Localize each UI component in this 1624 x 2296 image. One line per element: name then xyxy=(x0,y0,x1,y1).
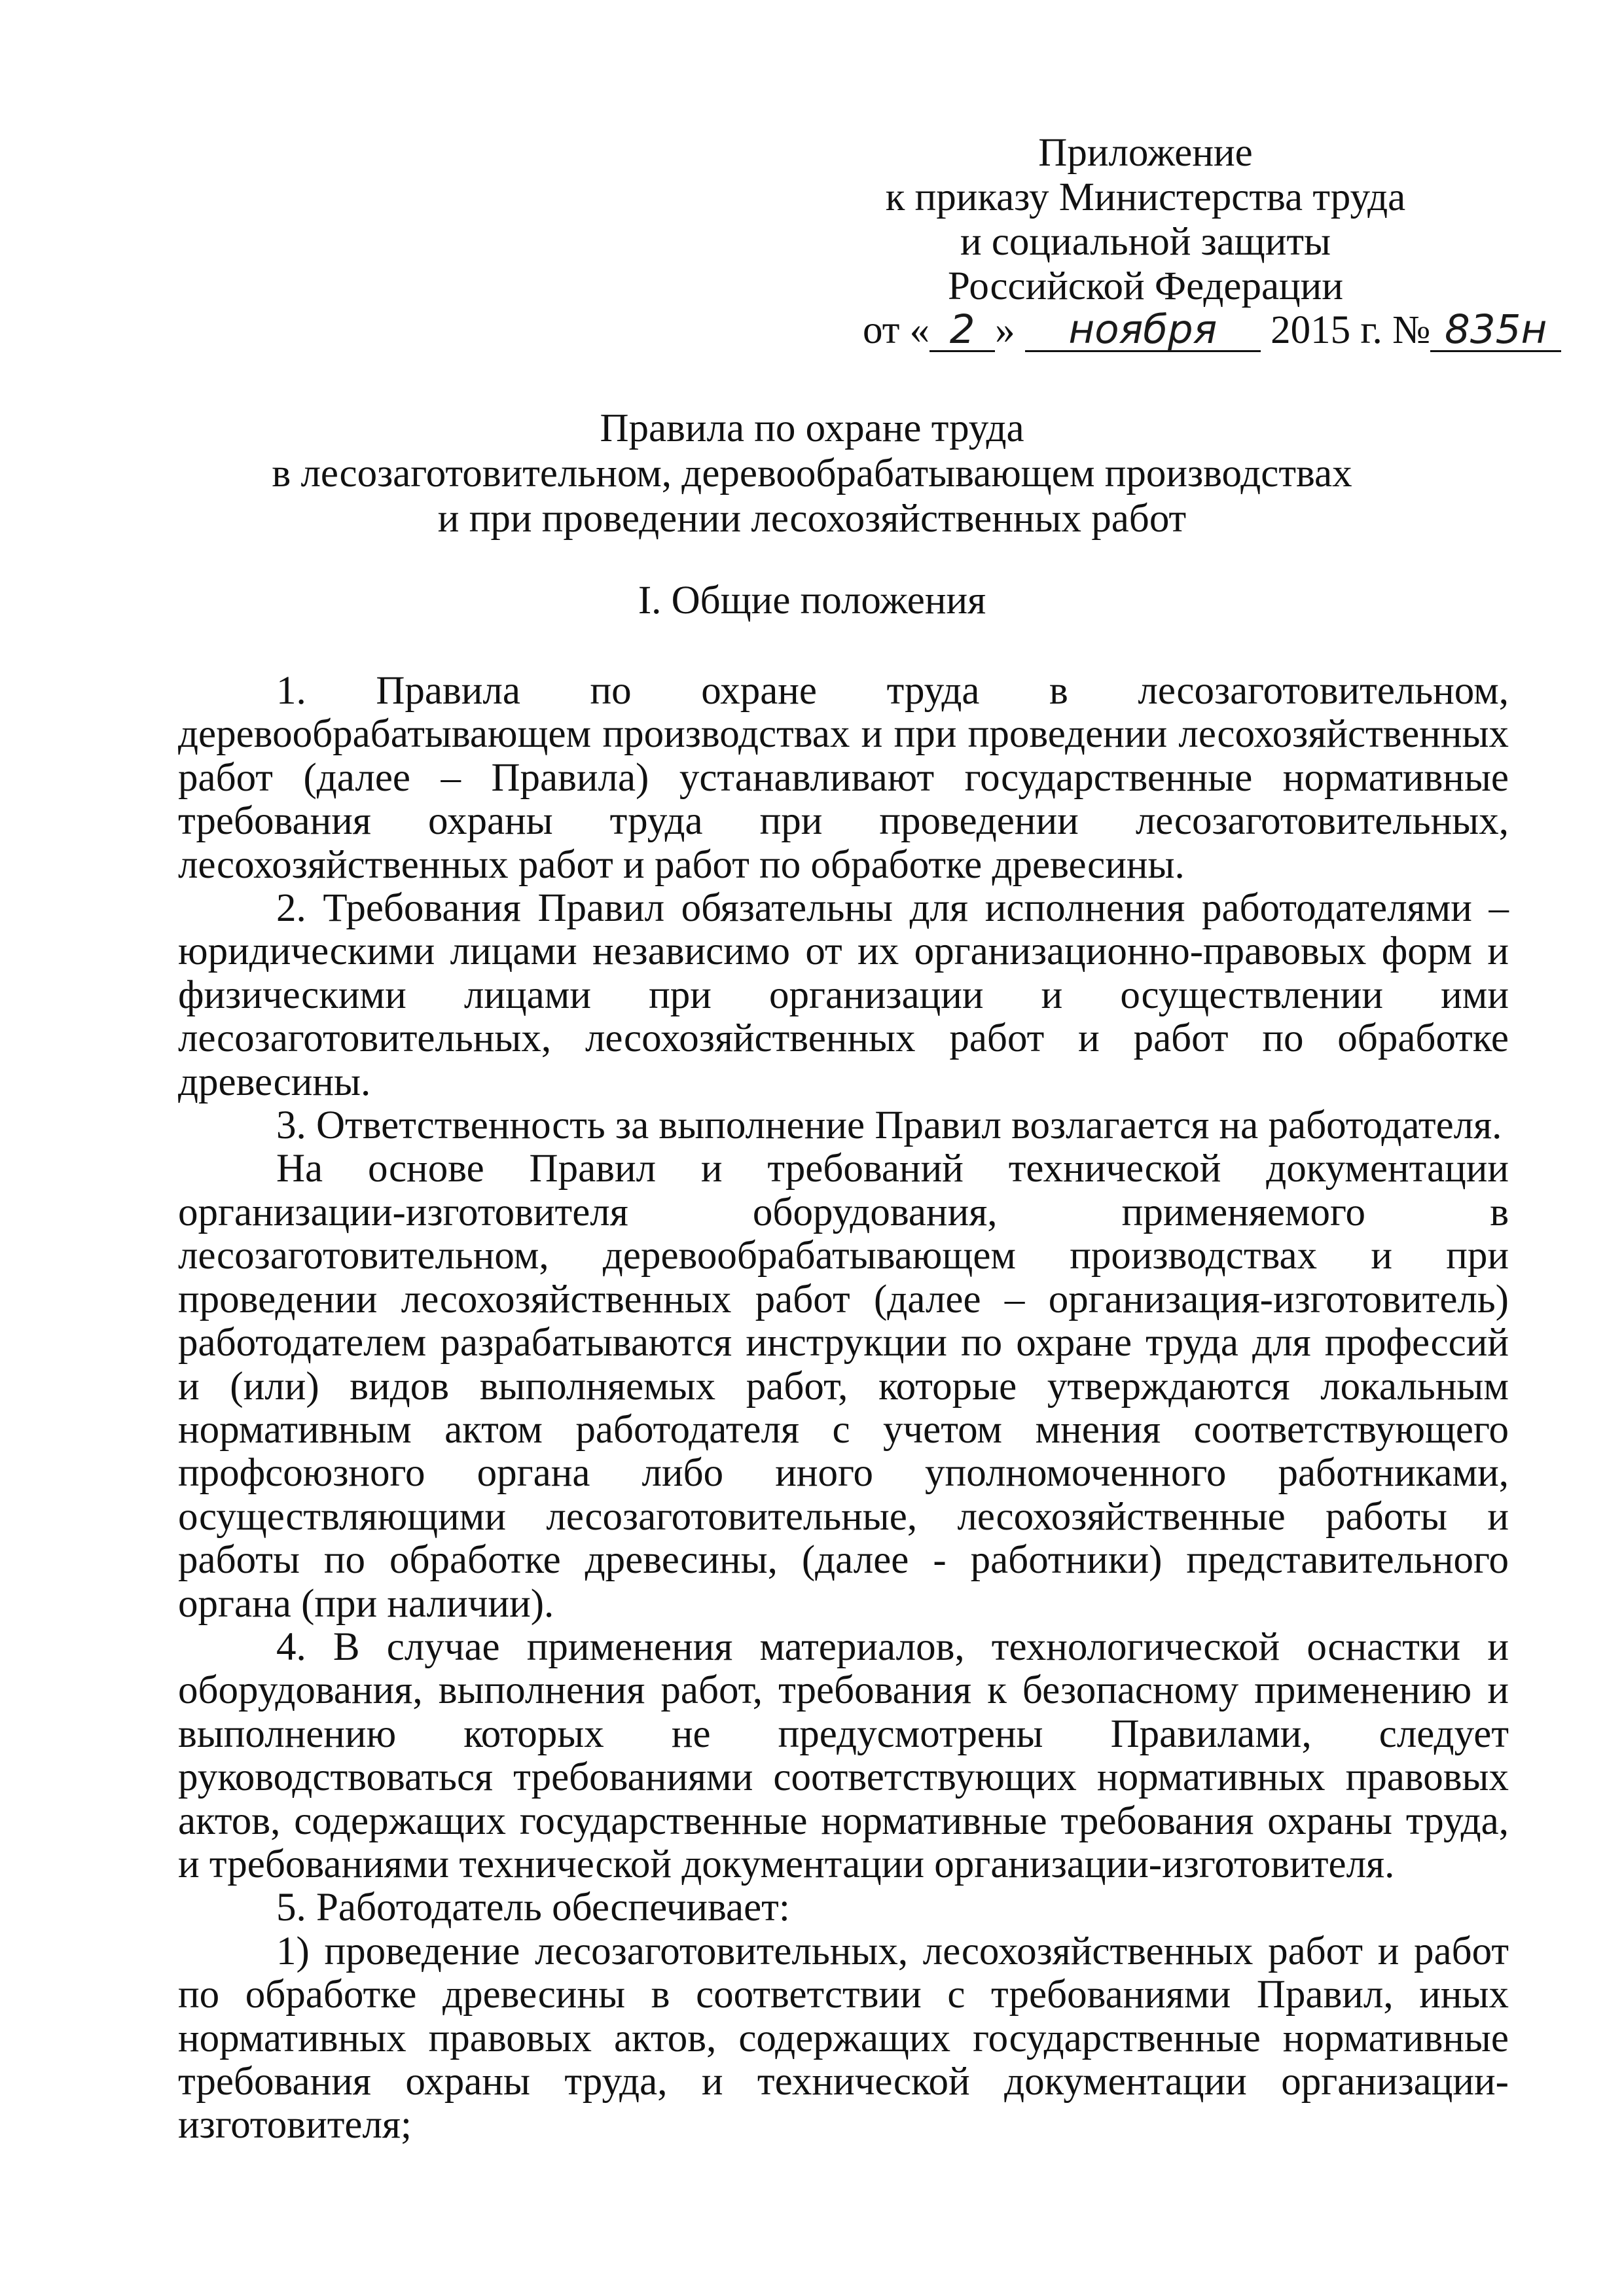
title-line-3: и при проведении лесохозяйственных работ xyxy=(437,497,1187,541)
order-day-handwritten: 2 xyxy=(949,306,975,353)
paragraph-3: 3. Ответственность за выполнение Правил возлагается на работодателя. xyxy=(276,1103,1502,1148)
paragraph-5: 5. Работодатель обеспечивает: xyxy=(276,1886,790,1930)
paragraph-2: 2. Требования Правил обязательны для исполнения работодателями – юридическими лицами независимо от их организационно-правовых форм и физическими лицами при организации и осуществлении ими лесозаготовительных, лесохозяйственных работ и работ по обработке древесины. xyxy=(178,886,1509,1104)
title-line-2: в лесозаготовительном, деревообрабатывающем производствах xyxy=(272,452,1352,495)
document-body xyxy=(178,670,1509,2147)
order-year: 2015 г. № xyxy=(1271,308,1431,352)
order-quote-close: » xyxy=(995,308,1015,352)
annex-order-ref: к приказу Министерства труда xyxy=(885,175,1406,219)
section-heading: I. Общие положения xyxy=(638,579,986,622)
title-line-1: Правила по охране труда xyxy=(600,406,1024,450)
document-title xyxy=(0,406,1624,541)
annex-country: Российской Федерации xyxy=(948,264,1343,308)
annex-label: Приложение xyxy=(1038,131,1253,175)
annex-ministry: и социальной защиты xyxy=(960,220,1331,264)
paragraph-3-continued: На основе Правил и требований технической документации организации-изготовителя оборудования, применяемого в лесозаготовительном, деревообрабатывающем производствах и при проведении лесохозяйственных работ (далее – организация-изготовитель) работодателем разрабатываются инструкции по охране труда для профессий и (или) видов выполняемых работ, которые утверждаются локальным нормативным актом работодателя с учетом мнения соответствующего профсоюзного органа либо иного уполномоченного работниками, осуществляющими лесозаготовительные, лесохозяйственные работы и работы по обработке древесины, (далее - работники) представительного органа (при наличии). xyxy=(178,1147,1509,1626)
paragraph-1: 1. Правила по охране труда в лесозаготовительном, деревообрабатывающем производствах и при проведении лесохозяйственных работ (далее – Правила) устанавливают государственные нормативные требования охраны труда при проведении лесозаготовительных, лесохозяйственных работ и работ по обработке древесины. xyxy=(178,669,1509,887)
annex-block xyxy=(851,131,1440,309)
order-number-handwritten: 835н xyxy=(1445,306,1547,353)
order-month-handwritten: ноября xyxy=(1068,306,1218,353)
order-date-number xyxy=(863,306,1561,353)
paragraph-5-item-1: 1) проведение лесозаготовительных, лесохозяйственных работ и работ по обработке древесины в соответствии с требованиями Правил, иных нормативных правовых актов, содержащих государственные нормативные требования охраны труда, и технической документации организации-изготовителя; xyxy=(178,1929,1509,2147)
paragraph-4: 4. В случае применения материалов, технологической оснастки и оборудования, выполнения работ, требования к безопасному применению и выполнению которых не предусмотрены Правилами, следует руководствоваться требованиями соответствующих нормативных правовых актов, содержащих государственные нормативные требования охраны труда, и требованиями технической документации организации-изготовителя. xyxy=(178,1624,1509,1886)
order-prefix: от « xyxy=(863,308,930,352)
